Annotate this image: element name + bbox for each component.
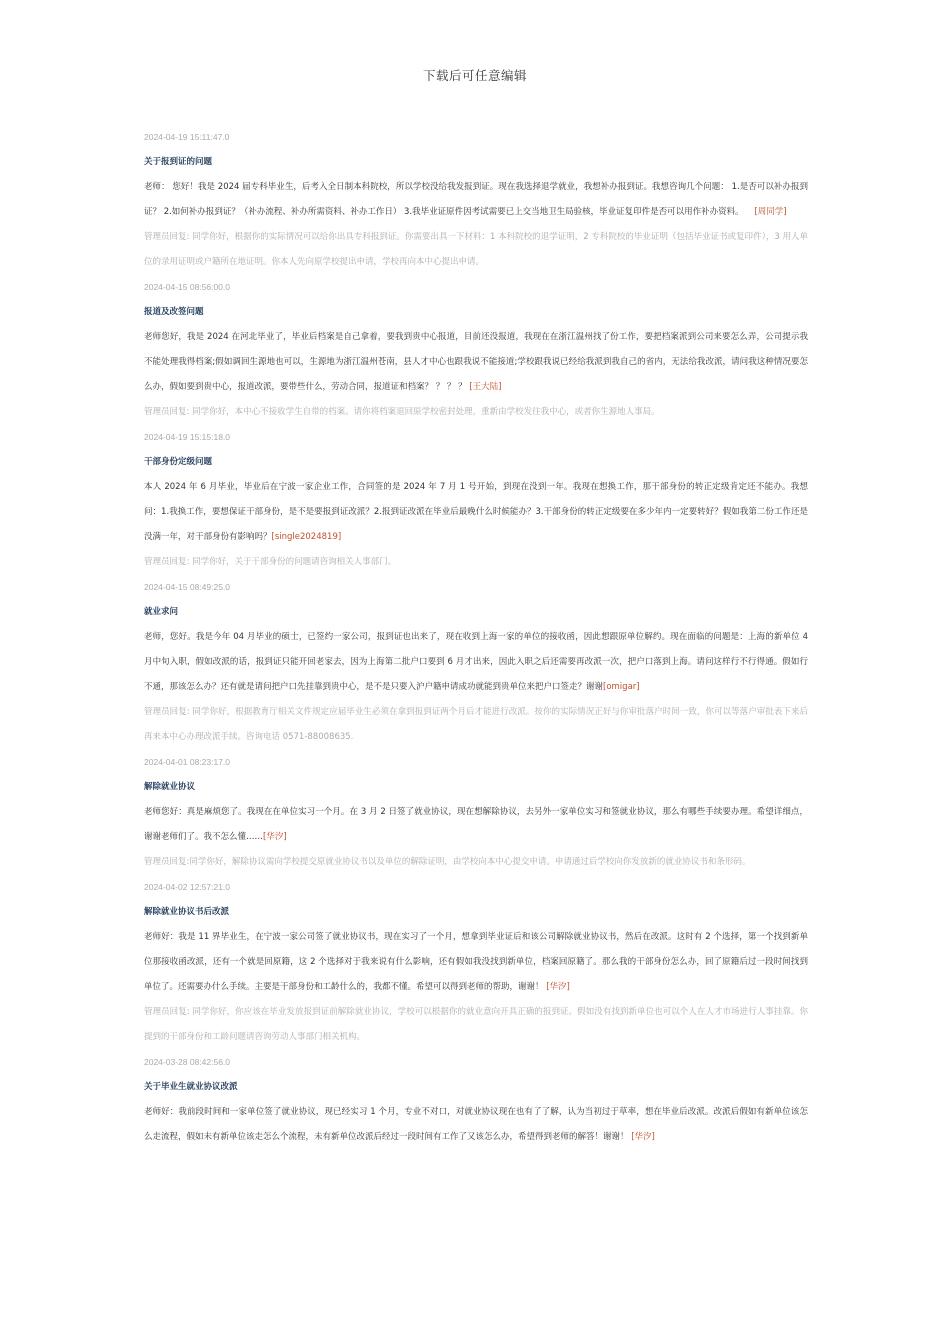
entry-question [144,1100,808,1150]
entry-title: 解除就业协议 [144,782,196,792]
author-name: [single2024819] [271,532,342,542]
entry-title: 关于报到证的问题 [144,157,213,167]
author-name: [华汐] [631,1132,655,1142]
message-entry [144,425,808,575]
message-entry [144,125,808,275]
question-text: 本人 2024 年 6 月毕业，毕业后在宁波一家企业工作，合同签的是 2024 年 7 月 1 号开始，到现在没到一年。我现在想换工作，那干部身份的转正定级肯定还不能办。我想问：1.我换工作，要想保证干部身份，是不是要报到证改派？2.报到证改派在毕业后最晚什么时候能办？3.干部身份的转正定级要在多少年内一定要转好？假如我第二份工作还是没满一年，对干部身份有影响吗？ [144,482,808,542]
question-text: 老师，您好。我是今年 04 月毕业的硕士，已签约一家公司，报到证也出来了，现在收到上海一家的单位的接收函，因此想跟原单位解约。现在面临的问题是：上海的新单位 4 月中旬入职，假如改派的话，报到证只能开回老家去，因为上海第二批户口要到 6 月才出来，因此入职之后还需要再改派一次，把户口落到上海。请问这样行不行得通。假如行不通，那该怎么办？还有就是请问把户口先挂靠到贵中心，是不是只要入沪户籍申请成功就能到贵单位来把户口签走？谢谢 [144,632,808,692]
entry-timestamp: 2024-04-15 08:56:00.0 [144,282,231,292]
entry-timestamp: 2024-03-28 08:42:56.0 [144,1057,231,1067]
admin-reply: 管理员回复: 同学你好，你应该在毕业发放报到证前解除就业协议，学校可以根据你的就业意向开具正确的报到证。假如没有找到新单位也可以个人在人才市场进行人事挂靠。你提到的干部身份和工龄问题请咨询劳动人事部门相关机构。 [144,1007,808,1042]
entry-timestamp: 2024-04-15 08:49:25.0 [144,582,231,592]
page-header: 下载后可任意编辑 [422,68,527,83]
entry-timestamp: 2024-04-02 12:57:21.0 [144,882,231,892]
entry-timestamp: 2024-04-19 15:11:47.0 [144,132,230,142]
admin-reply: 管理员回复:同学你好，解除协议需向学校提交原就业协议书以及单位的解除证明，由学校向本中心提交申请。申请通过后学校向你发放新的就业协议书和条形码。 [144,857,751,867]
entry-question [144,925,808,1000]
question-text: 老师好：我是 11 界毕业生，在宁波一家公司签了就业协议书，现在实习了一个月，想拿到毕业证后和该公司解除就业协议书，然后在改派。这时有 2 个选择，第一个找到新单位那接收函改派，还有一个就是回原籍，这 2 个选择对于我来说有什么影响，还有假如我没找到新单位，档案回原籍了。那么我的干部身份怎么办，回了原籍后过一段时间找到单位了。还需要办什么手续。主要是干部身份和工龄什么的，我都不懂。希望可以得到老师的帮助，谢谢！ [144,932,808,992]
entry-question [144,625,808,700]
entry-title: 就业求问 [144,607,179,617]
entry-title: 解除就业协议书后改派 [144,907,230,917]
message-entry [144,1050,808,1150]
entry-title: 报道及改签问题 [144,307,204,317]
entry-timestamp: 2024-04-01 08:23:17.0 [144,757,231,767]
author-name: [华汐] [546,982,570,992]
message-entry [144,575,808,750]
admin-reply: 管理员回复: 同学你好，关于干部身份的问题请咨询相关人事部门。 [144,557,397,567]
entry-title: 干部身份定级问题 [144,457,213,467]
author-name: [omigar] [603,682,640,692]
entry-question [144,475,808,550]
entry-question [144,325,808,400]
message-entry [144,275,808,425]
admin-reply: 管理员回复: 同学你好，根据教育厅相关文件规定应届毕业生必须在拿到报到证两个月后才能进行改派。按你的实际情况正好与你审批落户时间一致，你可以等落户审批表下来后再来本中心办理改派手续。咨询电话 0571-88008635. [144,707,808,742]
question-text: 老师您好，我是 2024 在河北毕业了，毕业后档案是自己拿着，要我到贵中心报道，目前还没报道，我现在在浙江温州找了份工作，要把档案派到公司来要怎么弄，公司提示我不能处理我得档案;假如调回生源地也可以，生源地为浙江温州苍南，县人才中心也跟我说不能接道;学校跟我说已经给我派到我自己的省内，无法给我改派，请问我这种情况要怎么办，假如要到贵中心，报道改派，要带些什么，劳动合同，报道证和档案？ ？ ？ ？ [144,332,808,392]
entry-timestamp: 2024-04-19 15:15:18.0 [144,432,231,442]
author-name: [华汐] [263,832,287,842]
question-text: 老师好：我前段时间和一家单位签了就业协议，现已经实习 1 个月，专业不对口，对就业协议现在也有了了解，认为当初过于草率，想在毕业后改派。改派后假如有新单位该怎么走流程，假如未有新单位该走怎么个流程，未有新单位改派后经过一段时间有工作了又该怎么办，希望得到老师的解答！谢谢！ [144,1107,808,1142]
author-name: [王大陆] [469,382,502,392]
author-name: [周同学] [754,207,787,217]
entry-question [144,175,808,225]
message-list [144,125,808,1150]
message-entry [144,875,808,1050]
admin-reply: 管理员回复: 同学你好，根据你的实际情况可以给你出具专科报到证。你需要出具一下材料：1 本科院校的退学证明，2 专科院校的毕业证明（包括毕业证书或复印件），3 用人单位的录用证明或户籍所在地证明。你本人先向原学校提出申请，学校再向本中心提出申请。 [144,232,808,267]
admin-reply: 管理员回复: 同学你好，本中心不接收学生自带的档案。请你将档案退回原学校密封处理，重新由学校发往我中心，或者你生源地人事局。 [144,407,660,417]
question-text: 老师： 您好！我是 2024 届专科毕业生，后考入全日制本科院校，所以学校没给我发报到证。现在我选择退学就业，我想补办报到证。我想咨询几个问题： 1.是否可以补办报到证？ 2.如何补办报到证？（补办流程、补办所需资料、补办工作日） 3.我毕业证原件因考试需要已上交当地卫生局验核，毕业证复印件是否可以用作补办资料。 [144,182,808,217]
entry-question [144,800,808,850]
message-entry [144,750,808,875]
question-text: 老师您好：真是麻烦您了。我现在在单位实习一个月。在 3 月 2 日签了就业协议，现在想解除协议，去另外一家单位实习和签就业协议，那么有哪些手续要办理。希望详细点，谢谢老师们了。我不怎么懂…… [144,807,808,842]
entry-title: 关于毕业生就业协议改派 [144,1082,238,1092]
